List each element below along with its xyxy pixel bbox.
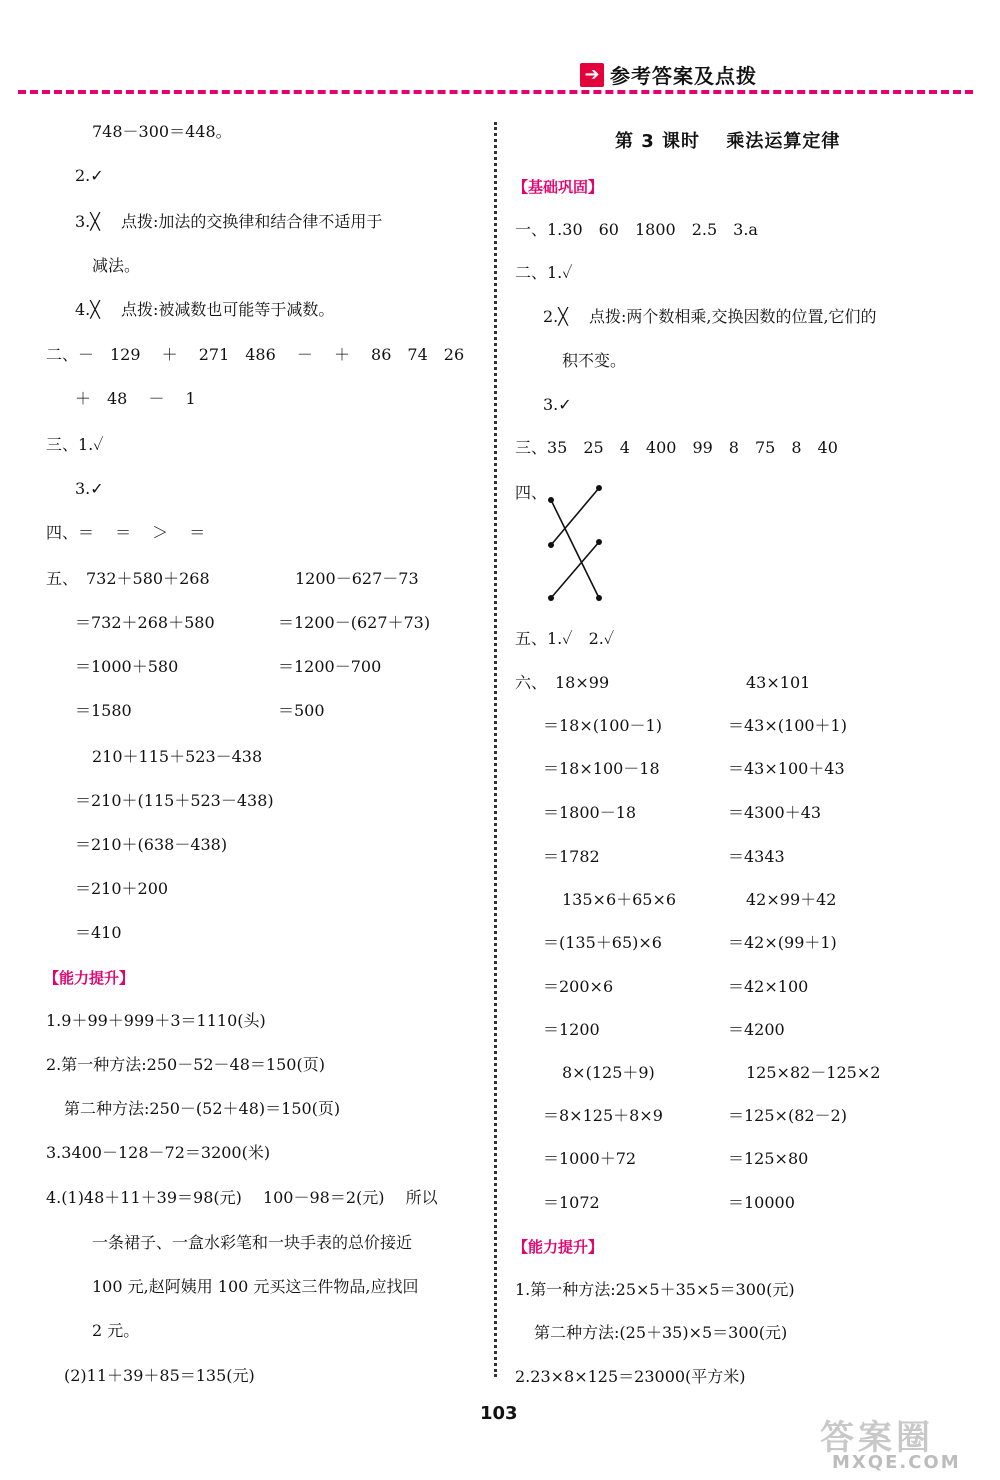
answer-line: 1.9＋99＋999＋3＝1110(头)	[46, 1011, 266, 1030]
answer-line: 一条裙子、一盒水彩笔和一块手表的总价接近	[92, 1233, 413, 1252]
answer-line: 3.✓	[75, 479, 104, 498]
answer-line: ＝1580	[75, 701, 132, 720]
answer-line: 2.23×8×125＝23000(平方米)	[515, 1367, 746, 1386]
page-header	[0, 0, 1000, 100]
answer-line: 210＋115＋523－438	[92, 747, 263, 766]
answer-line: ＝732＋268＋580	[75, 613, 215, 632]
watermark-text: 答案圈	[820, 1418, 934, 1458]
answer-line: 1.第一种方法:25×5＋35×5＝300(元)	[515, 1280, 795, 1299]
answer-line: ＝42×(99＋1)	[728, 933, 837, 952]
answer-line: ＝210＋200	[75, 879, 169, 898]
match-dot	[596, 539, 602, 545]
answer-line: ＝18×100－18	[543, 759, 660, 778]
answer-line: 二、1.✓	[515, 263, 573, 282]
answer-line: 3.✓	[543, 395, 572, 414]
answer-line: ＝18×(100－1)	[543, 716, 662, 735]
answer-line: 748－300＝448。	[92, 122, 232, 141]
watermark-url: MXQE.COM	[832, 1452, 961, 1473]
answer-line: 3.3400－128－72＝3200(米)	[46, 1143, 271, 1162]
section-tag-ability: 【能力提升】	[513, 1238, 604, 1256]
answer-line: ＝43×(100＋1)	[728, 716, 847, 735]
answer-line: ＝4343	[728, 847, 785, 866]
answer-line: 四、＝ ＝ ＞ ＝	[46, 523, 206, 542]
answer-line: 减法。	[92, 256, 141, 275]
answer-line: 第二种方法:250－(52＋48)＝150(页)	[64, 1099, 341, 1118]
lesson-title: 第 3 课时 乘法运算定律	[615, 131, 841, 152]
answer-line: ＝125×80	[728, 1149, 809, 1168]
matching-lines-diagram	[540, 480, 610, 610]
answer-line: 8×(125＋9)	[562, 1063, 655, 1082]
header-title: 参考答案及点拨	[610, 64, 757, 88]
answer-line: 125×82－125×2	[746, 1063, 881, 1082]
column-divider	[494, 122, 497, 1377]
answer-line: ＝1200	[543, 1020, 600, 1039]
answer-line: (2)11＋39＋85＝135(元)	[64, 1366, 255, 1385]
answer-line: 2.第一种方法:250－52－48＝150(页)	[46, 1055, 325, 1074]
matching-line	[551, 500, 599, 598]
answer-line: ＝1072	[543, 1193, 600, 1212]
answer-line: 42×99＋42	[746, 890, 837, 909]
watermark-logo	[820, 1410, 995, 1475]
header-title-group	[580, 60, 757, 89]
header-dashed-rule	[18, 90, 973, 94]
answer-line: 135×6＋65×6	[562, 890, 677, 909]
answer-line: 三、1.✓	[46, 435, 104, 454]
answer-line: ＝8×125＋8×9	[543, 1106, 663, 1125]
match-dot	[596, 595, 602, 601]
answer-line: ＝210＋(115＋523－438)	[75, 791, 274, 810]
answer-line: ＝10000	[728, 1193, 795, 1212]
answer-line: 3.╳ 点拨:加法的交换律和结合律不适用于	[75, 212, 383, 231]
answer-line: ＋ 48 － 1	[75, 389, 196, 408]
answer-line: ＝1000＋580	[75, 657, 179, 676]
answer-line: 六、 18×99	[515, 673, 610, 692]
answer-line: ＝1200－(627＋73)	[278, 613, 431, 632]
match-dot	[548, 595, 554, 601]
answer-line: ＝(135＋65)×6	[543, 933, 662, 952]
answer-line: 一、1.30 60 1800 2.5 3.a	[515, 220, 758, 239]
answer-line: ＝500	[278, 701, 325, 720]
arrow-right-icon: ➔	[580, 63, 604, 87]
answer-line: ＝1000＋72	[543, 1149, 637, 1168]
answer-line: 2 元。	[92, 1321, 140, 1340]
answer-line: ＝4300＋43	[728, 803, 822, 822]
answer-line: ＝410	[75, 923, 122, 942]
answer-line: 100 元,赵阿姨用 100 元买这三件物品,应找回	[92, 1277, 419, 1296]
answer-line: 2.✓	[75, 166, 104, 185]
answer-line: ＝125×(82－2)	[728, 1106, 847, 1125]
answer-line: 二、－ 129 ＋ 271 486 － ＋ 86 74 26	[46, 345, 465, 364]
answer-line: 四、	[515, 483, 548, 502]
answer-line: ＝210＋(638－438)	[75, 835, 228, 854]
answer-line: ＝1200－700	[278, 657, 382, 676]
answer-line: 1200－627－73	[295, 569, 419, 588]
match-dot	[548, 542, 554, 548]
answer-line: ＝200×6	[543, 977, 614, 996]
answer-line: 43×101	[746, 673, 811, 692]
answer-line: 五、1.✓ 2.✓	[515, 629, 615, 648]
answer-line: 4.(1)48＋11＋39＝98(元) 100－98＝2(元) 所以	[46, 1188, 438, 1207]
answer-line: ＝43×100＋43	[728, 759, 845, 778]
answer-line: 三、35 25 4 400 99 8 75 8 40	[515, 438, 838, 457]
answer-line: 4.╳ 点拨:被减数也可能等于减数。	[75, 300, 335, 319]
match-dot	[548, 497, 554, 503]
answer-line: 第二种方法:(25＋35)×5＝300(元)	[534, 1323, 788, 1342]
section-tag-ability: 【能力提升】	[44, 969, 135, 987]
answer-line: 2.╳ 点拨:两个数相乘,交换因数的位置,它们的	[543, 307, 877, 326]
section-tag-basic: 【基础巩固】	[513, 178, 604, 196]
answer-line: ＝42×100	[728, 977, 809, 996]
answer-line: ＝1800－18	[543, 803, 637, 822]
answer-line: 五、 732＋580＋268	[46, 569, 210, 588]
match-dot	[596, 485, 602, 491]
answer-line: 积不变。	[562, 351, 627, 370]
answer-line: ＝1782	[543, 847, 600, 866]
page-number: 103	[480, 1403, 518, 1424]
answer-line: ＝4200	[728, 1020, 785, 1039]
